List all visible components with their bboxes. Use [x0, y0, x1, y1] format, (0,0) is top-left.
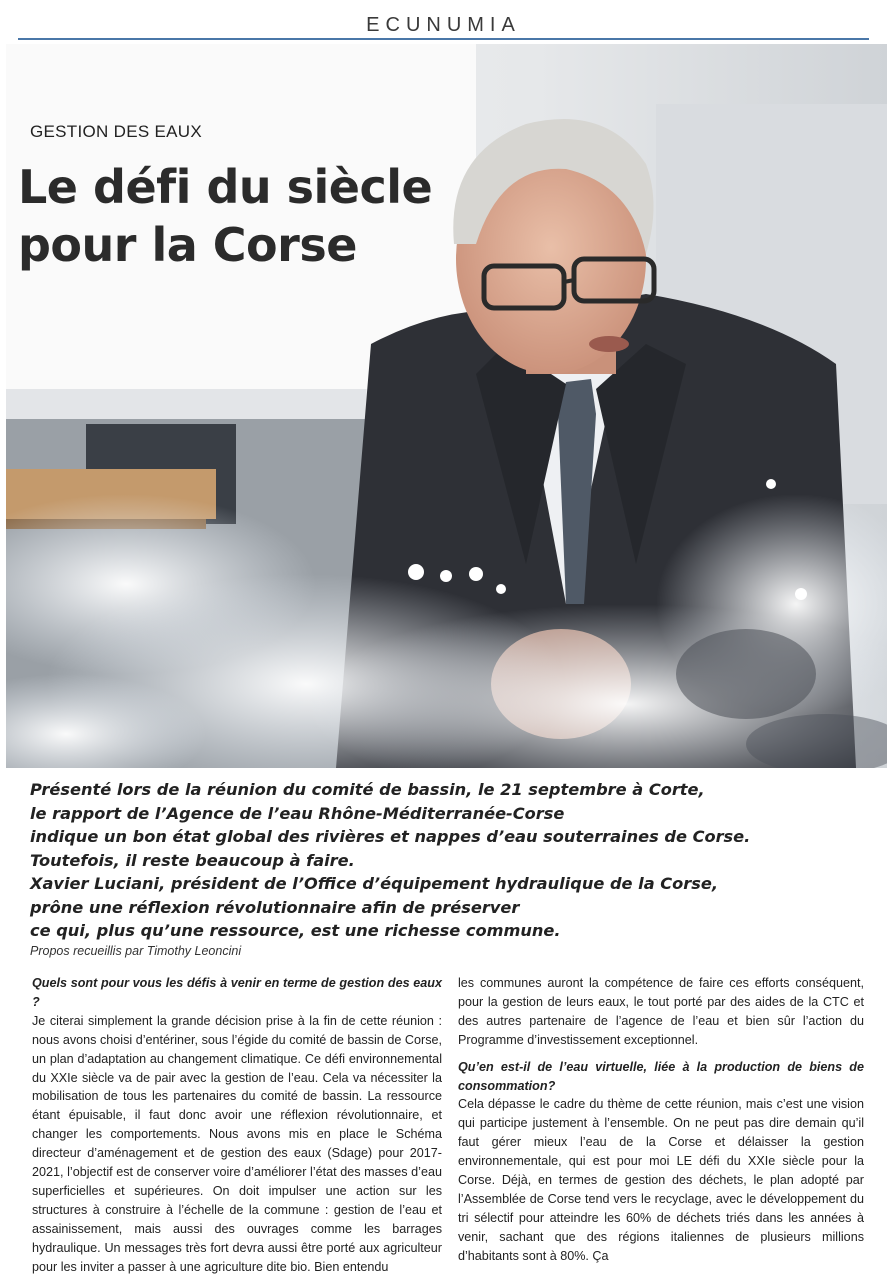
lead-line: Toutefois, il reste beaucoup à faire. — [30, 850, 355, 870]
answer-1-continued: les communes auront la compétence de faire ces efforts conséquent, pour la gestion de leurs eaux, le tout porté par des aides de la CTC et des autres partenaire de l’agence de l’eau et bien sûr l’action du Programme d’investissement exceptionnel. — [458, 976, 864, 1047]
question-2: Qu’en est-il de l’eau virtuelle, liée à la production de biens de consommation? — [458, 1059, 864, 1093]
lead-line: indique un bon état global des rivières et nappes d’eau souterraines de Corse. — [30, 827, 751, 846]
title-line-1: Le défi du siècle — [18, 160, 433, 214]
masthead — [0, 0, 887, 44]
title-line-2: pour la Corse — [18, 218, 357, 272]
masthead-rule — [18, 38, 869, 40]
lead-line: Présenté lors de la réunion du comité de bassin, le 21 septembre à Corte, — [30, 780, 705, 799]
portrait-image — [6, 44, 887, 768]
magazine-name: ECUNUMIA — [366, 14, 521, 36]
question-1: Quels sont pour vous les défis à venir en terme de gestion des eaux ? — [32, 976, 442, 1009]
byline: Propos recueillis par Timothy Leoncini — [30, 944, 242, 958]
hero-photo — [6, 44, 887, 768]
lead-line: ce qui, plus qu’une ressource, est une richesse commune. — [30, 921, 561, 940]
lead-line: prône une réflexion révolutionnaire afin de préserver — [30, 897, 520, 917]
body-column-left — [32, 974, 442, 1277]
answer-1: Je citerai simplement la grande décision prise à la fin de cette réunion : nous avons choisi d’entériner, sous l’égide du comité de bassin de Corse, un plan d’adaptation au changement climatique. Ce défi environnemental du XXIe siècle va de pair avec la gestion de l’eau. Cela va nécessiter la mobilisation de tous les partenaires du comité de bassin. La ressource étant épuisable, il faut donc avoir une réflexion révolutionnaire, et changer les comportements. Nous avons mis en place le Schéma directeur d’aménagement et de gestion des eaux (Sdage) pour 2017-2021, l’objectif est de conserver voire d’améliorer l’état des masses d’eau superficielles et supérieures. On doit impulser une action sur les structures à construire à l’échelle de la commune : gestion de l’eau et assainissement, mais aussi des ouvrages comme les barrages hydraulique. Un messages très fort devra aussi être porté aux agriculteur pour les inviter a passer à une agriculture dite bio. Bien entendu — [32, 1013, 442, 1274]
article-title — [18, 158, 458, 274]
answer-2: Cela dépasse le cadre du thème de cette réunion, mais c’est une vision qui participe justement à l’ensemble. On ne peut pas dire demain qu’il faut gérer mieux l’eau de la Corse et délaisser la gestion environnementale, qui est pour moi LE défi du XXIe siècle pour la Corse. Déjà, en termes de gestion des déchets, le plan adopté par l’Assemblée de Corse tend vers le recyclage, avec le développement du tri sélectif pour atteindre les 60% de déchets triés dans les années à venir, sachant que des régions italiennes de plusieurs millions d’habitants sont à 80%. Ça — [458, 1097, 864, 1263]
lead-line: le rapport de l’Agence de l’eau Rhône-Méditerranée-Corse — [30, 803, 565, 823]
section-kicker: GESTION DES EAUX — [30, 122, 203, 141]
article-lead — [30, 778, 860, 943]
lead-line: Xavier Luciani, président de l’Office d’équipement hydraulique de la Corse, — [30, 874, 719, 893]
body-column-right — [458, 974, 864, 1266]
